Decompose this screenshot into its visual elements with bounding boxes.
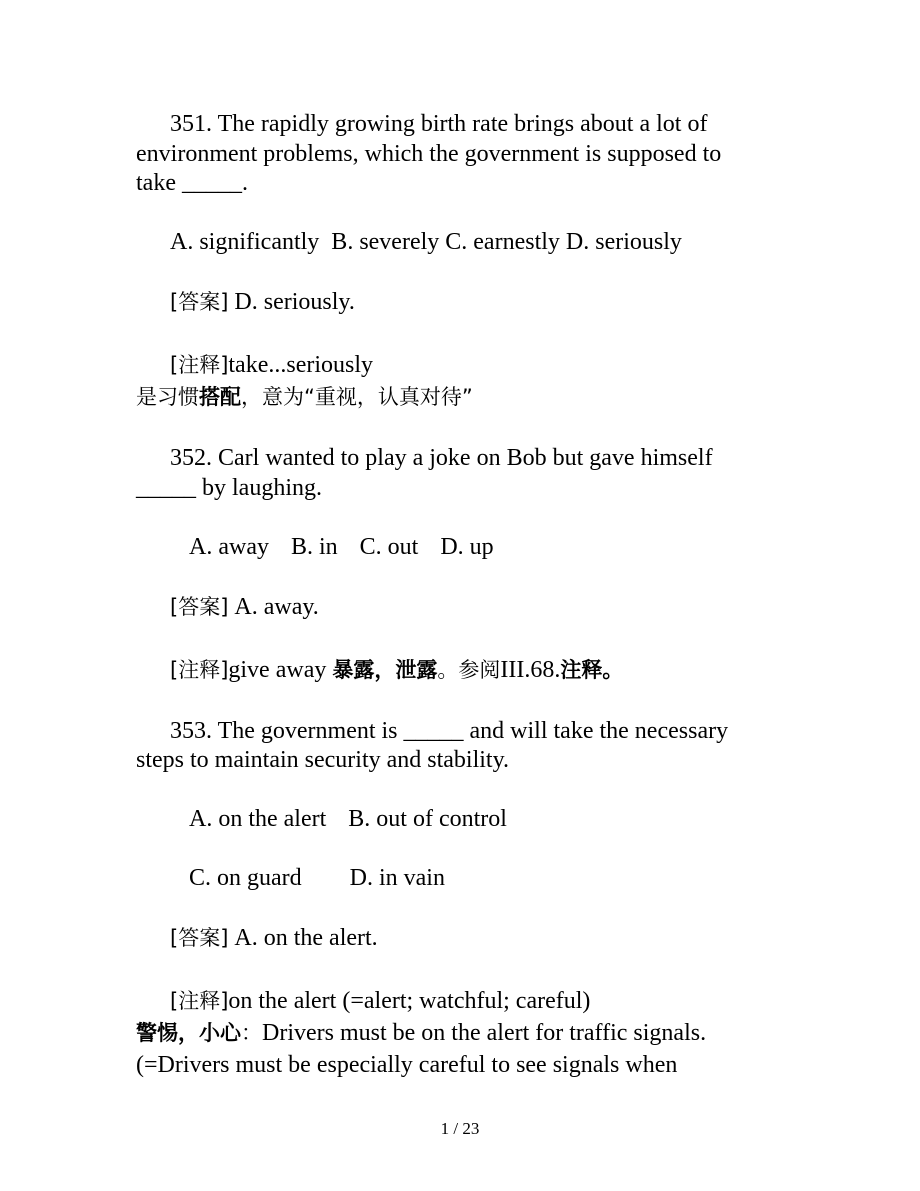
q353-options-row2 — [189, 863, 445, 893]
q353-option-c: C. on guard — [189, 865, 302, 891]
q353-note-tag: [注释] — [170, 989, 229, 1013]
q353-option-a: A. on the alert — [189, 806, 327, 832]
q352-note-zh-2: 。参阅 — [437, 658, 501, 682]
q352-option-d: D. up — [440, 534, 494, 560]
q353-note-en: on the alert (=alert; watchful; careful) — [228, 988, 591, 1014]
q353-answer — [170, 923, 378, 953]
q351-note-zh-1: 是习惯 — [136, 385, 199, 409]
q352-option-a: A. away — [189, 534, 269, 560]
q353-answer-tag: [答案] — [170, 926, 229, 950]
q353-option-d: D. in vain — [349, 865, 445, 891]
q352-note — [170, 655, 623, 685]
q352-answer — [170, 592, 319, 622]
q353-note-zh: 警惕，小心 — [136, 1021, 241, 1045]
q353-answer-text: A. on the alert. — [228, 925, 378, 951]
q352-stem-line1: 352. Carl wanted to play a joke on Bob but gave himself — [170, 445, 713, 471]
q351-answer — [170, 287, 355, 317]
q351-stem-line1: 351. The rapidly growing birth rate brings about a lot of — [170, 111, 708, 137]
q353-stem-line2: steps to maintain security and stability. — [136, 747, 510, 773]
q352-answer-text: A. away. — [228, 594, 319, 620]
q352-note-en: give away — [228, 657, 333, 683]
q351-note-zh-3: ，意为“重视，认真对待” — [241, 385, 473, 409]
q352-stem-line2: _____ by laughing. — [136, 475, 322, 501]
q351-answer-tag: [答案] — [170, 290, 229, 314]
q353-options-row1 — [189, 804, 507, 834]
q353-note — [170, 986, 590, 1016]
q351-note-tag: [注释] — [170, 353, 229, 377]
q352-note-zh-3: 注释。 — [560, 658, 624, 682]
q351-note — [170, 350, 373, 380]
q353-stem-line1: 353. The government is _____ and will take the necessary — [170, 718, 729, 744]
q351-note-zh — [136, 382, 473, 412]
q353-explain: (=Drivers must be especially careful to see signals when — [136, 1052, 678, 1078]
q352-note-ref: III.68. — [500, 657, 561, 683]
q352-note-tag: [注释] — [170, 658, 229, 682]
q351-note-en: take...seriously — [228, 352, 374, 378]
q351-note-zh-2: 搭配 — [199, 385, 241, 409]
q351-stem-line2: environment problems, which the government is supposed to — [136, 141, 722, 167]
page-number: 1 / 23 — [440, 1119, 480, 1138]
q351-options: A. significantly B. severely C. earnestly D. seriously — [170, 229, 682, 255]
q351-answer-text: D. seriously. — [228, 289, 355, 315]
q352-note-zh-1: 暴露，泄露 — [332, 658, 438, 682]
q353-note-colon: ： — [241, 1021, 262, 1045]
q351-stem-line3: take _____. — [136, 170, 248, 196]
q352-option-b: B. in — [290, 534, 338, 560]
q353-option-b: B. out of control — [348, 806, 507, 832]
q352-options — [189, 532, 494, 562]
q352-option-c: C. out — [359, 534, 419, 560]
q353-example: Drivers must be on the alert for traffic signals. — [262, 1020, 707, 1046]
q352-answer-tag: [答案] — [170, 595, 229, 619]
q353-note-example — [136, 1018, 706, 1048]
